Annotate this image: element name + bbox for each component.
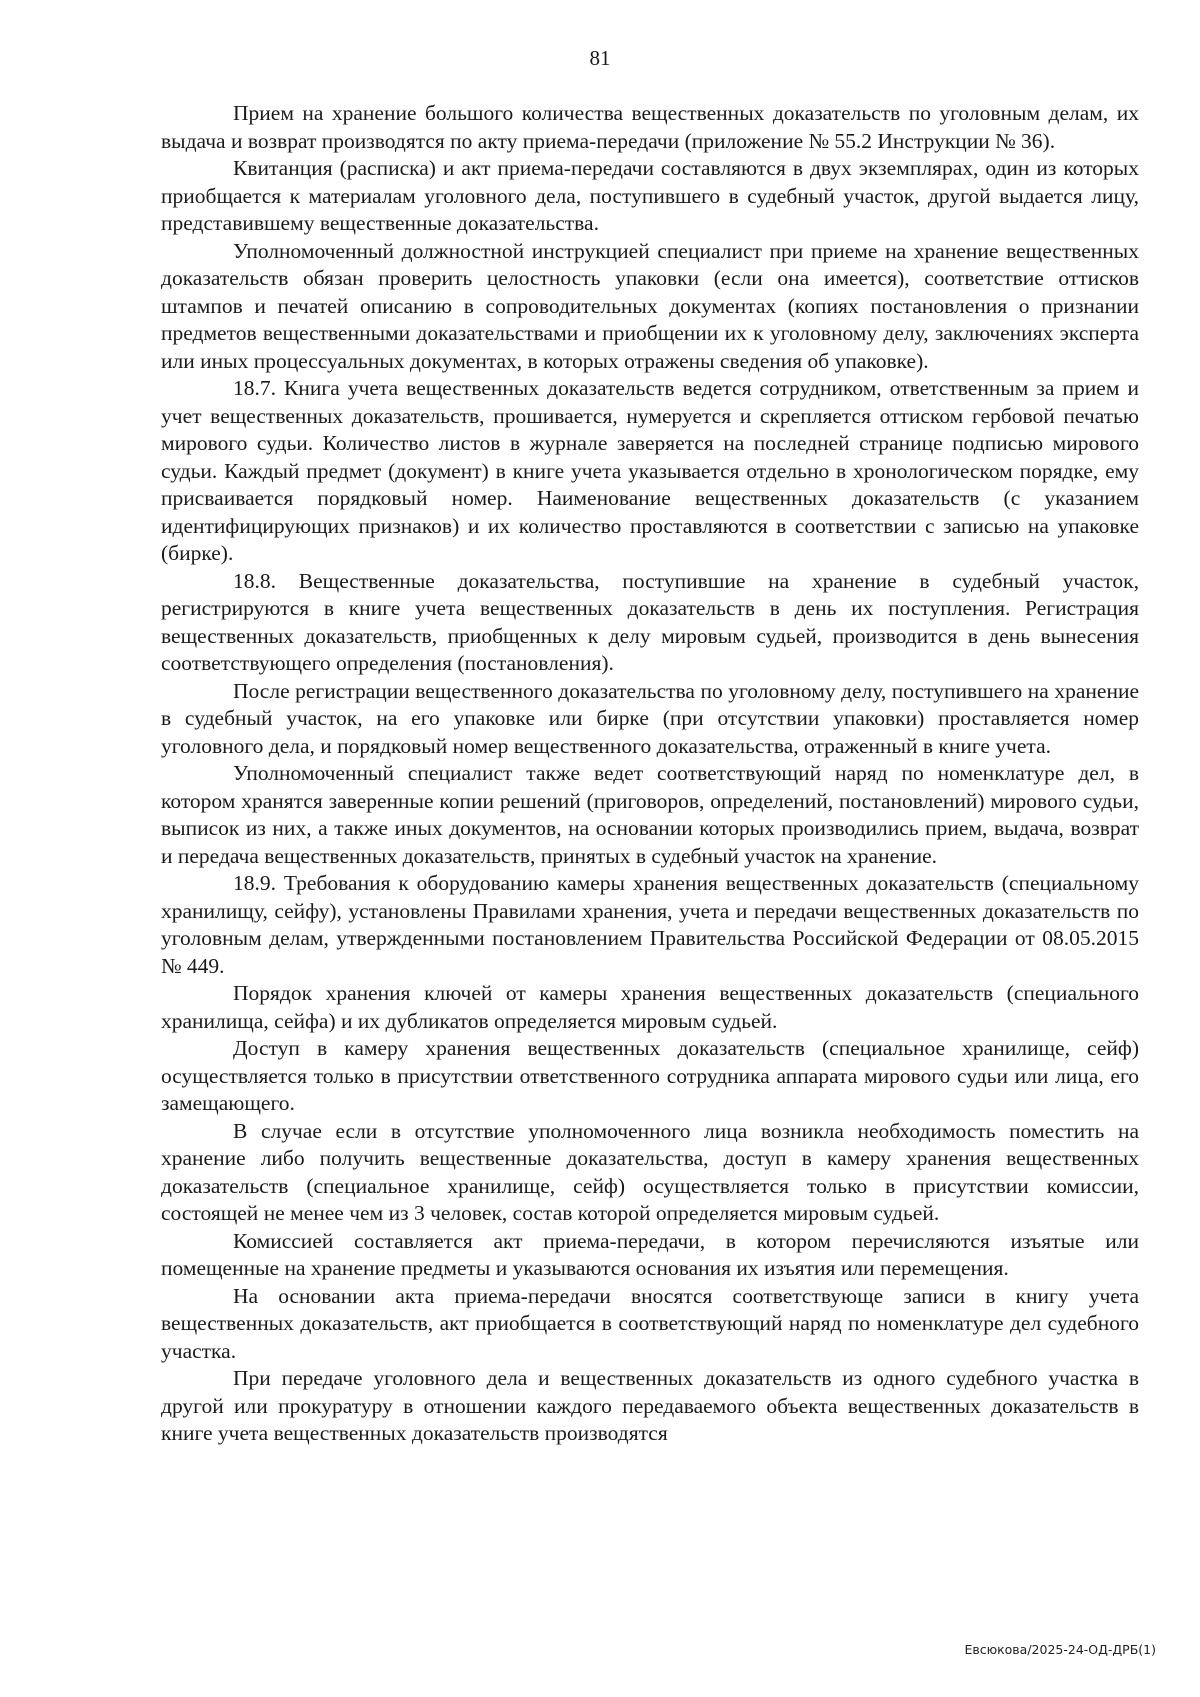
document-registration-code: Евсюкова/2025-24-ОД-ДРБ(1) [964, 1642, 1156, 1657]
paragraph: 18.9. Требования к оборудованию камеры хранения вещественных доказательств (специальному хранилищу, сейфу), установлены Правилами хранения, учета и передачи вещественных доказательств по уголовным делам, утвержденными постановлением Правительства Российской Федерации от 08.05.2015 № 449. [161, 871, 1139, 978]
paragraph: Уполномоченный специалист также ведет соответствующий наряд по номенклатуре дел, в котором хранятся заверенные копии решений (приговоров, определений, постановлений) мирового судьи, выписок из них, а также иных документов, на основании которых производились прием, выдача, возврат и передача вещественных доказательств, принятых в судебный участок на хранение. [161, 761, 1139, 868]
paragraph: Доступ в камеру хранения вещественных доказательств (специальное хранилище, сейф) осуществляется только в присутствии ответственного сотрудника аппарата мирового судьи или лица, его замещающего. [161, 1036, 1139, 1115]
paragraph: 18.8. Вещественные доказательства, поступившие на хранение в судебный участок, регистрируются в книге учета вещественных доказательств в день их поступления. Регистрация вещественных доказательств, приобщенных к делу мировым судьей, производится в день вынесения соответствующего определения (постановления). [161, 568, 1139, 675]
paragraph: Порядок хранения ключей от камеры хранения вещественных доказательств (специального хранилища, сейфа) и их дубликатов определяется мировым судьей. [161, 981, 1139, 1033]
paragraph: При передаче уголовного дела и вещественных доказательств из одного судебного участка в другой или прокуратуру в отношении каждого передаваемого объекта вещественных доказательств в книге учета вещественных доказательств производятся [161, 1366, 1139, 1445]
paragraph: После регистрации вещественного доказательства по уголовному делу, поступившего на хранение в судебный участок, на его упаковке или бирке (при отсутствии упаковки) проставляется номер уголовного дела, и порядковый номер вещественного доказательства, отраженный в книге учета. [161, 678, 1139, 758]
paragraph: Комиссией составляется акт приема-передачи, в котором перечисляются изъятые или помещенные на хранение предметы и указываются основания их изъятия или перемещения. [161, 1228, 1139, 1280]
paragraph: В случае если в отсутствие уполномоченного лица возникла необходимость поместить на хранение либо получить вещественные доказательства, доступ в камеру хранения вещественных доказательств (специальное хранилище, сейф) осуществляется только в присутствии комиссии, состоящей не менее чем из 3 человек, состав которой определяется мировым судьей. [161, 1118, 1139, 1225]
paragraph: Квитанция (расписка) и акт приема-передачи составляются в двух экземплярах, один из которых приобщается к материалам уголовного дела, поступившего в судебный участок, другой выдается лицу, представившему вещественные доказательства. [161, 156, 1139, 235]
paragraph: На основании акта приема-передачи вносятся соответствующе записи в книгу учета вещественных доказательств, акт приобщается в соответствующий наряд по номенклатуре дел судебного участка. [161, 1283, 1139, 1363]
page-number: 81 [589, 46, 611, 70]
document-body [161, 100, 1139, 1448]
paragraph: Прием на хранение большого количества вещественных доказательств по уголовным делам, их выдача и возврат производятся по акту приема-передачи (приложение № 55.2 Инструкции № 36). [161, 101, 1139, 153]
paragraph: Уполномоченный должностной инструкцией специалист при приеме на хранение вещественных доказательств обязан проверить целостность упаковки (если она имеется), соответствие оттисков штампов и печатей описанию в сопроводительных документах (копиях постановления о признании предметов вещественными доказательствами и приобщении их к уголовному делу, заключениях эксперта или иных процессуальных документах, в которых отражены сведения об упаковке). [161, 238, 1139, 373]
paragraph: 18.7. Книга учета вещественных доказательств ведется сотрудником, ответственным за прием и учет вещественных доказательств, прошивается, нумеруется и скрепляется оттиском гербовой печатью мирового судьи. Количество листов в журнале заверяется на последней странице подписью мирового судьи. Каждый предмет (документ) в книге учета указывается отдельно в хронологическом порядке, ему присваивается порядковый номер. Наименование вещественных доказательств (с указанием идентифицирующих признаков) и их количество проставляются в соответствии с записью на упаковке (бирке). [161, 376, 1139, 565]
